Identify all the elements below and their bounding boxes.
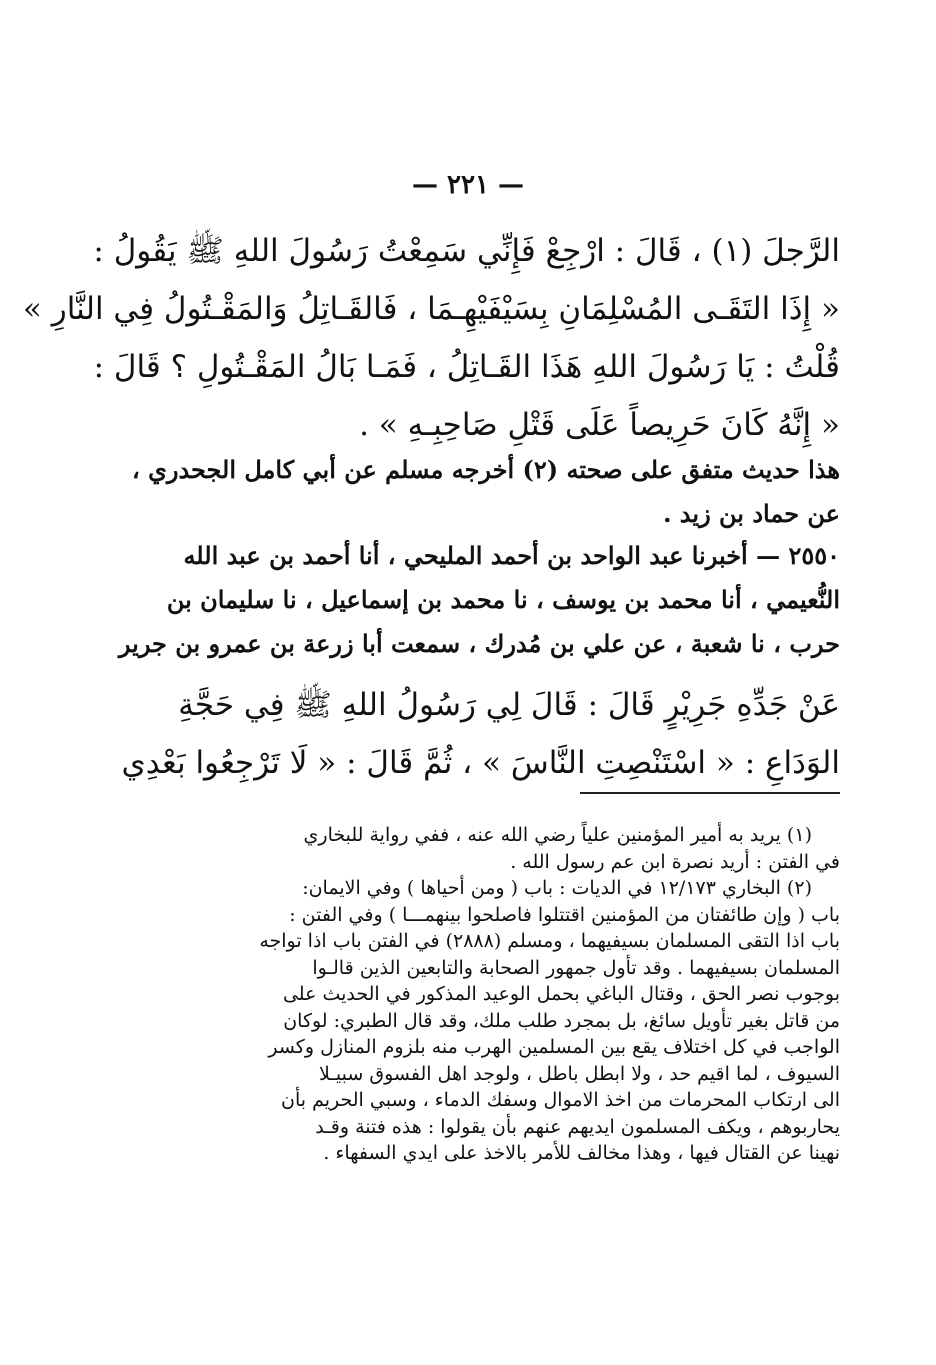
text-line: « إِنَّهُ كَانَ حَرِيصاً عَلَى قَتْلِ صَاحِبِـهِ » . — [359, 407, 840, 443]
text-line: الرَّجلَ (١) ، قَالَ : ارْجِعْ فَإِنِّي سَمِعْتُ رَسُولَ اللهِ ﷺ يَقُولُ : — [93, 233, 840, 269]
footnote-line: باب ( وإن طائفتان من المؤمنين اقتتلوا فاصلحوا بينهمـــا ) وفي الفتن : — [289, 903, 840, 926]
footnote-line: من قاتل بغير تأويل سائغ، بل بمجرد طلب ملك، وقد قال الطبري: لوكان — [283, 1009, 840, 1032]
text-line: هذا حديث متفق على صحته (٢) أخرجه مسلم عن أبي كامل الجحدري ، — [131, 455, 840, 484]
hadith-matn — [121, 676, 840, 792]
footnotes — [150, 822, 840, 1167]
hadith-grading — [131, 448, 840, 536]
footnote-line: بوجوب نصر الحق ، وقتال الباغي بحمل الوعيد المذكور في الحديث على — [282, 983, 840, 1005]
hadith-vocalized-text — [22, 222, 840, 454]
text-line: « إِذَا التَقَـى المُسْلِمَانِ بِسَيْفَيْهِـمَا ، فَالقَـاتِلُ وَالمَقْـتُولُ فِي النَّارِ » — [22, 291, 840, 327]
text-line: عن حماد بن زيد . — [663, 499, 840, 528]
footnote-line: باب اذا التقى المسلمان بسيفيهما ، ومسلم (٢٨٨٨) في الفتن باب اذا تواجه — [259, 930, 840, 952]
footnote-line: نهينا عن القتال فيها ، وهذا مخالف للأمر بالاخذ على ايدي السفهاء . — [323, 1142, 840, 1164]
footnote-line: الى ارتكاب المحرمات من اخذ الاموال وسفك الدماء ، وسبي الحريم بأن — [281, 1089, 840, 1111]
footnote-line: الواجب في كل اختلاف يقع بين المسلمين الهرب منه بلزوم المنازل وكسر — [268, 1036, 840, 1058]
text-line: عَنْ جَدِّهِ جَرِيْرٍ قَالَ : قَالَ لِي رَسُولُ اللهِ ﷺ فِي حَجَّةِ — [178, 687, 840, 723]
isnad-chain — [118, 534, 840, 666]
footnote-line: في الفتن : أريد نصرة ابن عم رسول الله . — [510, 850, 840, 873]
page-number: — ٢٢١ — — [411, 170, 525, 200]
text-line: ٢٥٥٠ — أخبرنا عبد الواحد بن أحمد المليحي ، أنا أحمد بن عبد الله — [183, 541, 840, 570]
text-line: حرب ، نا شعبة ، عن علي بن مُدرك ، سمعت أبا زرعة بن عمرو بن جرير — [118, 629, 840, 658]
footnote-separator — [580, 792, 840, 794]
footnote-line: يحاربوهم ، ويكف المسلمون ايديهم عنهم بأن يقولوا : هذه فتنة وقـد — [315, 1115, 840, 1138]
footnote-line: (١) يريد به أمير المؤمنين علياً رضي الله عنه ، ففي رواية للبخاري — [303, 824, 812, 846]
text-line: قُلْتُ : يَا رَسُولَ اللهِ هَذَا القَـاتِلُ ، فَمَـا بَالُ المَقْـتُولِ ؟ قَالَ : — [93, 349, 840, 385]
footnote-line: المسلمان بسيفيهما . وقد تأول جمهور الصحابة والتابعين الذين قالـوا — [312, 956, 840, 979]
footnote-line: السيوف ، لما اقيم حد ، ولا ابطل باطل ، ولوجد اهل الفسوق سبيـلا — [319, 1062, 840, 1085]
text-line: النُّعيمي ، أنا محمد بن يوسف ، نا محمد بن إسماعيل ، نا سليمان بن — [166, 585, 840, 614]
text-line: الوَدَاعِ : « اسْتَنْصِتِ النَّاسَ » ، ثُمَّ قَالَ : « لَا تَرْجِعُوا بَعْدِي — [121, 745, 840, 781]
footnote-line: (٢) البخاري ١٢/١٧٣ في الديات : باب ( ومن أحياها ) وفي الايمان: — [302, 877, 812, 899]
